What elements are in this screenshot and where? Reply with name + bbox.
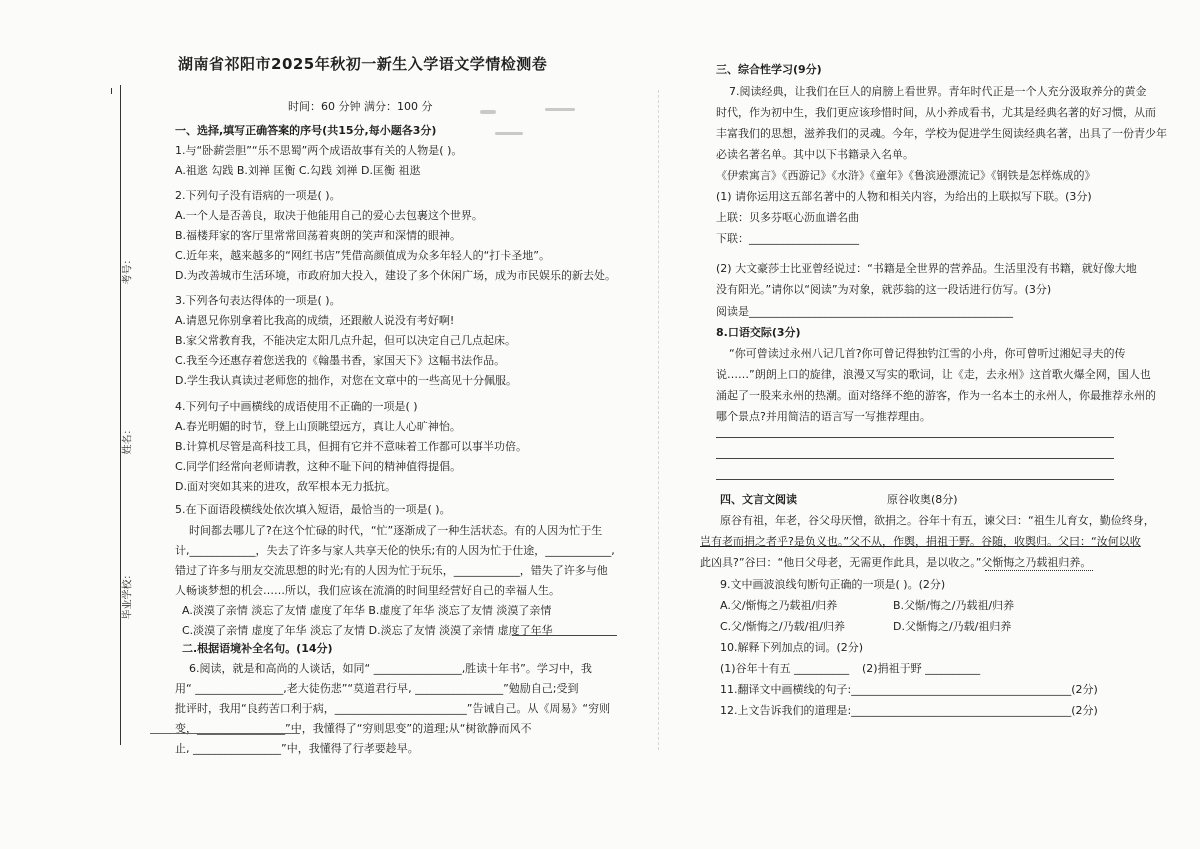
wavy-underline-mark: [985, 570, 1093, 571]
q7-2-stem-line-2: 没有阳光。”请你以“阅读”为对象，就莎翁的这一段话进行仿写。(3分): [716, 283, 1052, 296]
q7-intro-line-3: 丰富我们的思想，滋养我们的灵魂。今年，学校为促进学生阅读经典名著，出具了一份青少年: [716, 127, 1167, 140]
binding-tick: [111, 88, 112, 94]
q6-line-3: 批评时，我用“良药苦口利于病，________________________”告诫自己。从《周易》“穷则: [175, 702, 611, 715]
book-list: 《伊索寓言》《西游记》《水浒》《童年》《鲁滨逊漂流记》《钢铁是怎样炼成的》: [716, 169, 1096, 182]
q5-passage-line-3: 错过了许多与朋友交流思想的时光;有的人因为忙于玩乐，____________，错失了许多与他: [175, 564, 608, 577]
q2-option-d: D.为改善城市生活环境，市政府加大投入，建设了多个休闲广场，成为市民娱乐的新去处。: [175, 269, 616, 282]
q3-option-d: D.学生我认真读过老师您的拙作，对您在文章中的一些高见十分佩服。: [175, 374, 517, 387]
exam-number-label: 考号：: [122, 254, 134, 285]
time-score-line: 时间：60 分钟 满分：100 分: [288, 100, 433, 113]
q7-2-stem-line-1: (2) 大文豪莎士比亚曾经说过：“书籍是全世界的营养品。生活里没有书籍，就好像大地: [716, 262, 1137, 275]
q4-option-a: A.春光明媚的时节，登上山顶眺望远方，真让人心旷神怡。: [175, 420, 461, 433]
q4-option-b: B.计算机尽管是高科技工具，但拥有它并不意味着工作都可以事半功倍。: [175, 440, 528, 453]
q7-intro-line-4: 必读名著名单。其中以下书籍录入名单。: [716, 148, 914, 161]
exam-title: 湖南省祁阳市2025年秋初一新生入学语文学情检测卷: [178, 55, 548, 73]
q6-line-5: 止, ________________”中，我懂得了行孝要趁早。: [175, 742, 419, 755]
section-4-heading: 四、文言文阅读: [720, 493, 797, 506]
q9-stem: 9.文中画波浪线句断句正确的一项是( )。(2分): [720, 578, 946, 591]
binding-line: [120, 85, 121, 745]
name-label: 姓名：: [122, 424, 134, 455]
q5-options-ab: A.淡漠了亲情 淡忘了友情 虚度了年华 B.虚度了年华 淡忘了友情 淡漠了亲情: [182, 604, 552, 617]
q5-passage-line-2: 计,____________，失去了许多与家人共享天伦的快乐;有的人因为忙于仕途，____________,: [175, 544, 615, 557]
q9-option-b: B.父惭/悔之/乃载祖/归养: [893, 599, 1015, 612]
section-2-heading: 二.根据语境补全名句。(14分): [182, 642, 333, 655]
scan-speck: [480, 110, 496, 114]
q4-stem: 4.下列句子中画横线的成语使用不正确的一项是( ): [175, 400, 418, 413]
q8-heading: 8.口语交际(3分): [716, 326, 801, 339]
q8-passage-line-4: 哪个景点?并用简洁的语言写一写推荐理由。: [716, 410, 931, 423]
q6-line-2: 用“ ________________,老大徒伤悲”“莫道君行早, ________________”勉励自己;受到: [175, 682, 579, 695]
q1-stem: 1.与“卧薪尝胆”“乐不思蜀”两个成语故事有关的人物是( )。: [175, 144, 463, 157]
scan-speck: [545, 108, 575, 111]
classical-text-line-2: 岂有老而捐之者乎?是负义也。”父不从，作舆，捐祖于野。谷随，收舆归。父曰：“汝何以收: [700, 535, 1141, 548]
q10-item-1: (1)谷年十有五 __________: [720, 662, 850, 675]
classical-text-line-1: 原谷有祖，年老，谷父母厌憎，欲捐之。谷年十有五，谏父曰：“祖生儿育女，勤俭终身，: [720, 514, 1155, 527]
q3-stem: 3.下列各句表达得体的一项是( )。: [175, 294, 341, 307]
q4-option-c: C.同学们经常向老师请教，这种不耻下问的精神值得提倡。: [175, 460, 462, 473]
q5-options-cd: C.淡漠了亲情 虚度了年华 淡忘了友情 D.淡忘了友情 淡漠了亲情 虚度了年华: [182, 624, 553, 637]
q7-1-stem: (1) 请你运用这五部名著中的人物和相关内容，为给出的上联拟写下联。(3分): [716, 190, 1092, 203]
q2-option-a: A.一个人是否善良，取决于他能用自己的爱心去包裹这个世界。: [175, 209, 483, 222]
rule: [150, 733, 300, 734]
q1-options: A.祖逖 勾践 B.刘禅 匡衡 C.勾践 刘禅 D.匡衡 祖逖: [175, 164, 421, 177]
q9-option-c: C.父/惭悔之/乃载/祖/归养: [720, 620, 846, 633]
q5-passage-line-4: 人畅谈梦想的机会……所以，我们应该在流淌的时间里经营好自己的幸福人生。: [175, 584, 560, 597]
q7-intro-line-2: 时代，作为初中生，我们更应该珍惜时间，从小养成看书，尤其是经典名著的好习惯，从而: [716, 106, 1156, 119]
q7-2-answer-line: 阅读是________________________________________________: [716, 305, 1013, 318]
answer-line[interactable]: [716, 437, 1114, 438]
school-label: 毕业学校：: [122, 569, 134, 620]
fold-line: [658, 90, 659, 750]
couplet-first-line: 上联：贝多芬呕心沥血谱名曲: [716, 211, 859, 224]
q3-option-c: C.我至今还惠存着您送我的《翰墨书香，家国天下》这幅书法作品。: [175, 354, 506, 367]
q6-line-1: 6.阅读，就是和高尚的人谈话，如同“ ________________,胜读十年书”。学习中，我: [189, 662, 592, 675]
rule: [512, 635, 617, 636]
section-1-heading: 一、选择,填写正确答案的序号(共15分,每小题各3分): [175, 124, 437, 137]
q2-option-b: B.福楼拜家的客厅里常常回荡着爽朗的笑声和深情的眼神。: [175, 229, 462, 242]
q9-option-d: D.父惭悔之/乃载/祖归养: [893, 620, 1012, 633]
q8-passage-line-3: 涌起了一股来永州的热潮。面对络绎不绝的游客，作为一名本土的永州人，你最推荐永州的: [716, 389, 1156, 402]
q10-item-2: (2)捐祖于野 __________: [862, 662, 981, 675]
q2-stem: 2.下列句子没有语病的一项是( )。: [175, 189, 341, 202]
q5-stem: 5.在下面语段横线处依次填入短语，最恰当的一项是( )。: [175, 503, 451, 516]
q10-stem: 10.解释下列加点的词。(2分): [720, 641, 864, 654]
q9-option-a: A.父/惭悔之乃载祖/归养: [720, 599, 838, 612]
q5-passage-line-1: 时间都去哪儿了?在这个忙碌的时代，“忙”逐渐成了一种生活状态。有的人因为忙于生: [189, 524, 603, 537]
scan-speck: [495, 132, 523, 135]
q3-option-a: A.请恩兄你别拿着比我高的成绩，还跟敝人说没有考好啊!: [175, 314, 455, 327]
q6-line-4: 变，________________”中，我懂得了“穷则思变”的道理;从“树欲静而风不: [175, 722, 532, 735]
answer-line[interactable]: [716, 479, 1114, 480]
q2-option-c: C.近年来，越来越多的“网红书店”凭借高颜值成为众多年轻人的“打卡圣地”。: [175, 249, 550, 262]
couplet-answer-line: 下联：____________________: [716, 232, 859, 245]
q8-passage-line-1: “你可曾读过永州八记几首?你可曾记得独钓江雪的小舟，你可曾听过湘妃寻夫的传: [729, 347, 1126, 360]
q3-option-b: B.家父常教育我，不能决定太阳几点升起，但可以决定自己几点起床。: [175, 334, 517, 347]
answer-line[interactable]: [716, 458, 1114, 459]
q11-stem: 11.翻译文中画横线的句子:________________________________________(2分): [720, 683, 1098, 696]
section-3-heading: 三、综合性学习(9分): [716, 63, 822, 76]
q8-passage-line-2: 说……”朗朗上口的旋律，浪漫又写实的歌词，让《走，去永州》这首歌火爆全网，国人也: [716, 368, 1151, 381]
q12-stem: 12.上文告诉我们的道理是:________________________________________(2分): [720, 704, 1098, 717]
classical-text-title: 原谷收奥(8分): [887, 493, 958, 506]
q7-intro-line-1: 7.阅读经典，让我们在巨人的肩膀上看世界。青年时代正是一个人充分汲取养分的黄金: [729, 85, 1147, 98]
classical-text-line-3: 此凶具?”谷曰：“他日父母老，无需更作此具，是以收之。”父惭悔之乃载祖归养。: [700, 556, 1092, 569]
q4-option-d: D.面对突如其来的进攻，敌军根本无力抵抗。: [175, 480, 396, 493]
